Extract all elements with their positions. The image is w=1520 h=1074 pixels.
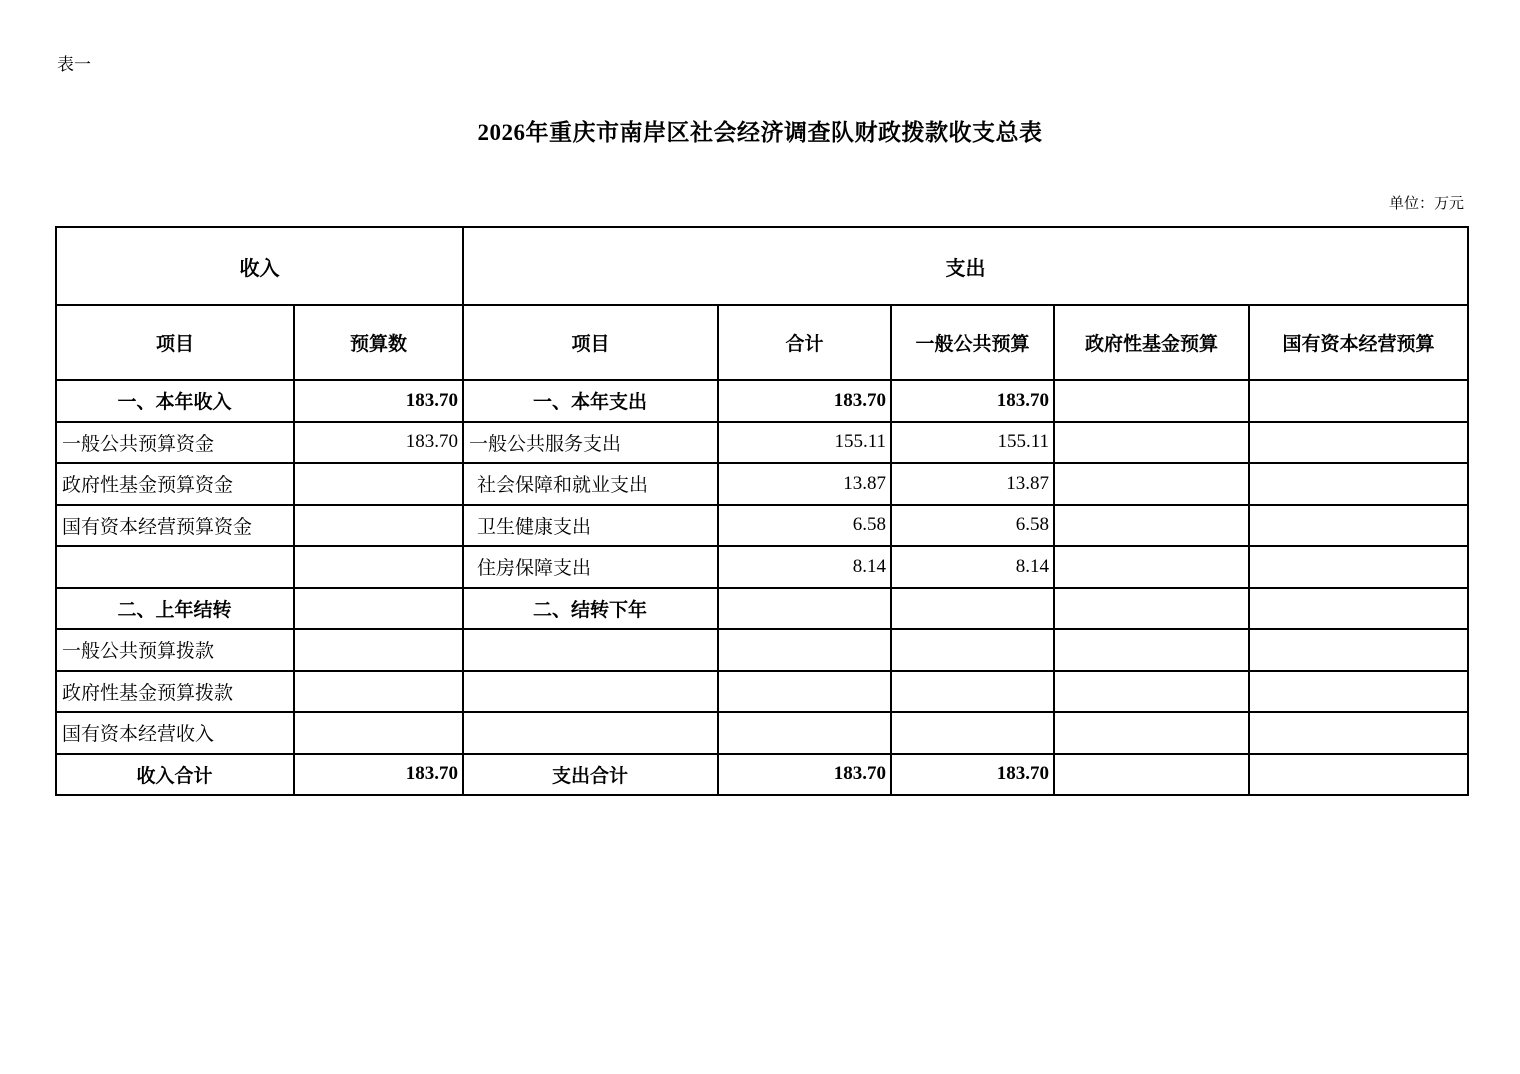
government-fund-cell — [1054, 629, 1249, 671]
expense-item-cell: 一般公共服务支出 — [463, 422, 718, 464]
expense-item-cell — [463, 629, 718, 671]
expense-total-cell — [718, 629, 891, 671]
table-row — [56, 754, 1468, 796]
state-capital-cell — [1249, 754, 1468, 796]
income-budget-cell: 183.70 — [294, 380, 463, 422]
income-item-cell: 收入合计 — [56, 754, 294, 796]
column-header-row — [56, 305, 1468, 380]
table-row — [56, 671, 1468, 713]
expense-item-cell: 一、本年支出 — [463, 380, 718, 422]
table-row — [56, 422, 1468, 464]
income-item-cell: 一般公共预算拨款 — [56, 629, 294, 671]
government-fund-cell — [1054, 505, 1249, 547]
income-item-cell: 一般公共预算资金 — [56, 422, 294, 464]
general-public-cell: 155.11 — [891, 422, 1054, 464]
col-header-general-public-budget: 一般公共预算 — [891, 305, 1054, 380]
state-capital-cell — [1249, 588, 1468, 630]
state-capital-cell — [1249, 671, 1468, 713]
general-public-cell — [891, 671, 1054, 713]
table-row — [56, 505, 1468, 547]
general-public-cell: 13.87 — [891, 463, 1054, 505]
general-public-cell: 6.58 — [891, 505, 1054, 547]
expense-item-cell: 支出合计 — [463, 754, 718, 796]
income-budget-cell: 183.70 — [294, 422, 463, 464]
expense-total-cell — [718, 588, 891, 630]
state-capital-cell — [1249, 463, 1468, 505]
general-public-cell — [891, 712, 1054, 754]
general-public-cell: 183.70 — [891, 380, 1054, 422]
col-header-state-capital-budget: 国有资本经营预算 — [1249, 305, 1468, 380]
income-budget-cell: 183.70 — [294, 754, 463, 796]
income-budget-cell — [294, 671, 463, 713]
general-public-cell: 8.14 — [891, 546, 1054, 588]
expense-total-cell: 183.70 — [718, 380, 891, 422]
income-budget-cell — [294, 712, 463, 754]
income-budget-cell — [294, 588, 463, 630]
col-header-government-fund-budget: 政府性基金预算 — [1054, 305, 1249, 380]
income-item-cell: 国有资本经营收入 — [56, 712, 294, 754]
table-row — [56, 380, 1468, 422]
income-item-cell — [56, 546, 294, 588]
income-budget-cell — [294, 629, 463, 671]
table-row — [56, 629, 1468, 671]
state-capital-cell — [1249, 629, 1468, 671]
state-capital-cell — [1249, 546, 1468, 588]
expense-total-cell: 155.11 — [718, 422, 891, 464]
income-group-header: 收入 — [56, 227, 463, 305]
expense-item-cell: 卫生健康支出 — [463, 505, 718, 547]
expense-total-cell: 13.87 — [718, 463, 891, 505]
state-capital-cell — [1249, 422, 1468, 464]
table-row — [56, 463, 1468, 505]
government-fund-cell — [1054, 754, 1249, 796]
state-capital-cell — [1249, 380, 1468, 422]
expense-item-cell — [463, 712, 718, 754]
income-item-cell: 国有资本经营预算资金 — [56, 505, 294, 547]
income-budget-cell — [294, 546, 463, 588]
expense-total-cell: 183.70 — [718, 754, 891, 796]
income-item-cell: 二、上年结转 — [56, 588, 294, 630]
government-fund-cell — [1054, 422, 1249, 464]
table-row — [56, 588, 1468, 630]
government-fund-cell — [1054, 712, 1249, 754]
expense-group-header: 支出 — [463, 227, 1468, 305]
budget-table — [55, 226, 1469, 796]
general-public-cell — [891, 588, 1054, 630]
income-item-cell: 政府性基金预算资金 — [56, 463, 294, 505]
col-header-income-budget: 预算数 — [294, 305, 463, 380]
expense-item-cell: 二、结转下年 — [463, 588, 718, 630]
expense-item-cell — [463, 671, 718, 713]
expense-total-cell: 8.14 — [718, 546, 891, 588]
table-header — [56, 227, 1468, 380]
income-item-cell: 一、本年收入 — [56, 380, 294, 422]
group-header-row — [56, 227, 1468, 305]
table-row — [56, 712, 1468, 754]
unit-note: 单位：万元 — [1388, 196, 1464, 212]
col-header-expense-item: 项目 — [463, 305, 718, 380]
document-title: 2026年重庆市南岸区社会经济调查队财政拨款收支总表 — [477, 120, 1043, 145]
income-budget-cell — [294, 505, 463, 547]
expense-item-cell: 住房保障支出 — [463, 546, 718, 588]
government-fund-cell — [1054, 588, 1249, 630]
general-public-cell — [891, 629, 1054, 671]
government-fund-cell — [1054, 671, 1249, 713]
government-fund-cell — [1054, 380, 1249, 422]
expense-item-cell: 社会保障和就业支出 — [463, 463, 718, 505]
state-capital-cell — [1249, 505, 1468, 547]
government-fund-cell — [1054, 546, 1249, 588]
table-body — [56, 380, 1468, 795]
table-number-label: 表一 — [57, 55, 91, 74]
table-row — [56, 546, 1468, 588]
general-public-cell: 183.70 — [891, 754, 1054, 796]
col-header-expense-total: 合计 — [718, 305, 891, 380]
expense-total-cell — [718, 712, 891, 754]
government-fund-cell — [1054, 463, 1249, 505]
income-budget-cell — [294, 463, 463, 505]
col-header-income-item: 项目 — [56, 305, 294, 380]
state-capital-cell — [1249, 712, 1468, 754]
expense-total-cell: 6.58 — [718, 505, 891, 547]
expense-total-cell — [718, 671, 891, 713]
income-item-cell: 政府性基金预算拨款 — [56, 671, 294, 713]
